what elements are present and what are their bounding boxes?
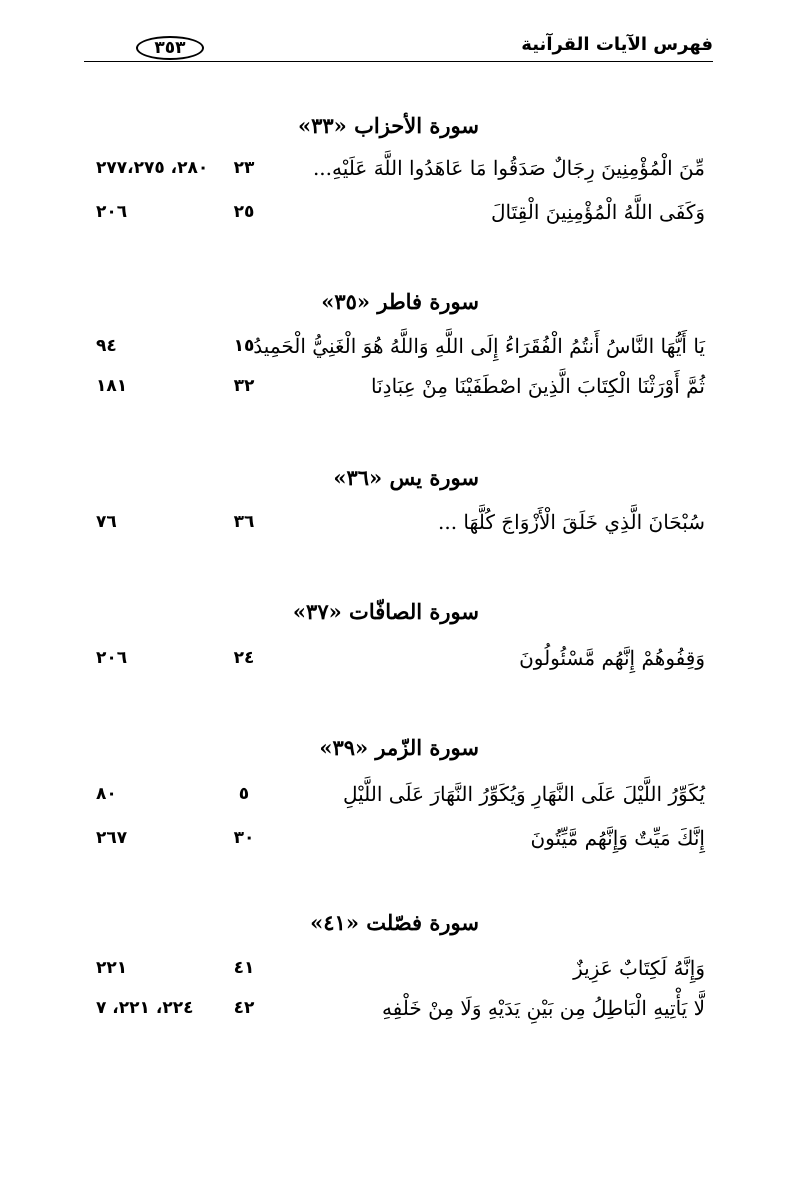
page-references: ٢٢١ [96,958,128,978]
verse-number: ٢٥ [233,202,255,222]
page-references: ٢٢٤، ٢٢١، ٧ [96,998,194,1018]
verse-row [96,510,705,542]
verse-row [96,334,705,366]
verse-row [96,782,705,814]
surah-heading: سورة الصافّات «٣٧» [292,599,479,624]
verse-text: سُبْحَانَ الَّذِي خَلَقَ الْأَزْوَاجَ كُلَّهَا ... [437,510,705,534]
page-number-badge [136,36,204,60]
verse-number: ٢٣ [233,158,255,178]
verse-text: وَقِفُوهُمْ إِنَّهُم مَّسْئُولُونَ [519,646,705,670]
verse-number: ٢٤ [233,648,255,668]
page-number: ٣٥٣ [154,38,186,58]
verse-text: لَّا يَأْتِيهِ الْبَاطِلُ مِن بَيْنِ يَدَيْهِ وَلَا مِنْ خَلْفِهِ [381,996,705,1020]
verse-row [96,156,705,188]
verse-text: وَإِنَّهُ لَكِتَابٌ عَزِيزٌ [573,956,705,980]
verse-number: ٥ [238,784,250,804]
surah-heading: سورة الزّمر «٣٩» [319,735,479,760]
verse-number: ٣٦ [233,512,255,532]
page-references: ٩٤ [96,336,117,356]
verse-row [96,646,705,678]
running-header-title: فهرس الآيات القرآنية [521,34,713,55]
verse-text: يُكَوِّرُ اللَّيْلَ عَلَى النَّهَارِ وَيُكَوِّرُ النَّهَارَ عَلَى اللَّيْلِ [342,782,705,806]
verse-number: ١٥ [233,336,255,356]
page-references: ١٨١ [96,376,128,396]
verse-text: وَكَفَى اللَّهُ الْمُؤْمِنِينَ الْقِتَالَ [490,200,705,224]
page-references: ٢٨٠، ٢٧٧،٢٧٥ [96,158,209,178]
verse-number: ٤٢ [233,998,255,1018]
page-references: ٢٠٦ [96,202,128,222]
surah-heading: سورة يس «٣٦» [333,465,479,490]
verse-number: ٤١ [233,958,255,978]
verse-row [96,374,705,406]
verse-row [96,200,705,232]
page-references: ٨٠ [96,784,117,804]
verse-row [96,996,705,1028]
verse-number: ٣٢ [233,376,255,396]
surah-heading: سورة فصّلت «٤١» [310,910,479,935]
page-references: ٧٦ [96,512,117,532]
verse-text: يَا أَيُّهَا النَّاسُ أَنتُمُ الْفُقَرَاءُ إِلَى اللَّهِ وَاللَّهُ هُوَ الْغَنِيُّ الْحَمِيدُ [253,334,705,358]
verse-row [96,956,705,988]
surah-heading: سورة الأحزاب «٣٣» [297,113,479,138]
verse-number: ٣٠ [233,828,255,848]
surah-heading: سورة فاطر «٣٥» [321,289,479,314]
verse-text: إِنَّكَ مَيِّتٌ وَإِنَّهُم مَّيِّتُونَ [530,826,705,850]
page-references: ٢٦٧ [96,828,128,848]
verse-text: مِّنَ الْمُؤْمِنِينَ رِجَالٌ صَدَقُوا مَا عَاهَدُوا اللَّهَ عَلَيْهِ... [312,156,705,180]
header-rule [84,61,713,62]
verse-text: ثُمَّ أَوْرَثْنَا الْكِتَابَ الَّذِينَ اصْطَفَيْنَا مِنْ عِبَادِنَا [371,374,705,398]
page-references: ٢٠٦ [96,648,128,668]
verse-row [96,826,705,858]
